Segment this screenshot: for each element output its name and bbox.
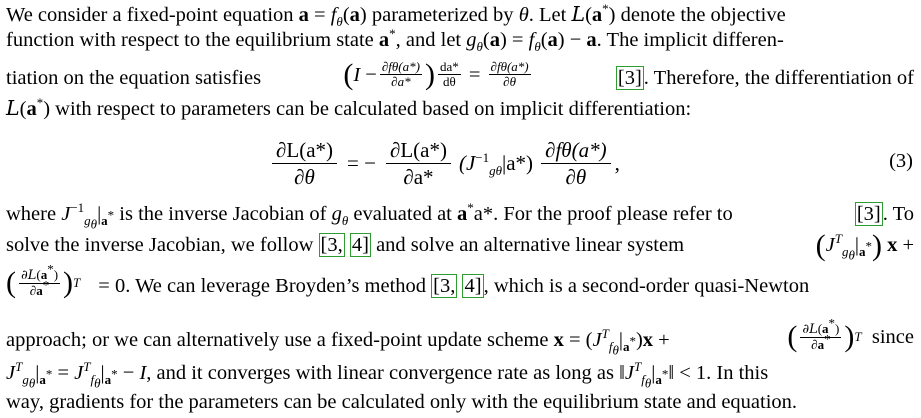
text-segment: approach; or we can alternatively use a fixed-point update scheme $x = (J^T_{f_\theta}|_{a^*})x$ + [6, 326, 670, 358]
text-line-5 [6, 200, 914, 232]
text-line-3 [6, 57, 914, 91]
inline-equation: ( I − $\frac{\partial f\theta(a*)}{\partial a*}$ ) $\frac{da*}{d\theta}$ = $\frac{\partial f\theta(a*)}{\partial\theta}$ [343, 57, 529, 91]
text-line-4 [6, 96, 914, 121]
text-segment: [3]. Therefore, the differentiation of [617, 66, 914, 89]
fraction: $\frac{\partial L(a*)}{\partial a*}$ [386, 137, 451, 190]
fraction: $\frac{\partial f\theta(a*)}{\partial\theta}$ [541, 137, 611, 190]
fraction: $\frac{\partial L(a^*)}{\partial a^*}$ [21, 261, 59, 298]
inverse-jacobian-term: $(J^{-1}_{g\theta}|a*)$ [458, 149, 534, 178]
text-segment: = 0. We can leverage Broyden’s method [3, 4], which is a second-order quasi-Newton [98, 275, 810, 297]
citation-link[interactable]: [3, [433, 275, 456, 297]
text-segment: $(J^T_{g_\theta}|_{a^*}) x$ + [815, 229, 914, 263]
text-line-9 [6, 359, 914, 391]
equation-body: $\frac{\partial L(a*)}{\partial\theta}$ = − $\frac{\partial L(a*)}{\partial a*}$ $(J^{-1}_{g\theta}|a*)$ $\frac{\partial f\theta(a*)}{\partial\theta}$ , [268, 134, 620, 192]
citation-link[interactable]: [3, [320, 234, 343, 256]
fraction: $\frac{\partial L(a*)}{\partial\theta}$ [272, 137, 337, 190]
text-segment: [3]. To [856, 203, 914, 225]
citation-link[interactable]: 4] [351, 234, 369, 256]
text-line-7 [6, 261, 914, 299]
fraction: $\frac{da*}{d\theta}$ [439, 59, 459, 89]
fraction: $\frac{\partial f\theta(a*)}{\partial\theta}$ [490, 59, 529, 89]
text-line-1 [6, 1, 914, 30]
fraction: $\frac{\partial f\theta(a*)}{\partial a*}$ [381, 59, 420, 89]
text-segment: function with respect to the equilibrium state a*, and let $g_\theta(a) = f_\theta(a) - a$. The implicit differen- [6, 26, 784, 55]
text-segment: where $J^{-1}_{g_\theta}|_{a^*}$ is the inverse Jacobian of $g_\theta$ evaluated at a*a*. For the proof please refer to [6, 200, 733, 232]
text-line-6 [6, 229, 914, 263]
text-segment: tiation on the equation satisfies [6, 66, 262, 89]
citation-link[interactable]: [3] [617, 66, 642, 89]
equation-number: (3) [889, 150, 913, 172]
display-equation [0, 134, 921, 192]
text-segment: $J^T_{g_\theta}|_{a^*} = J^T_{f_\theta}|_{a^*} - I$, and it converges with linear convergence rate as long as $‖J^T_{f_\theta}|_{a^*}‖ < 1$. In this [6, 359, 769, 391]
text-segment: way, gradients for the parameters can be calculated only with the equilibrium state and equation. [6, 391, 798, 413]
citation-link[interactable]: [3] [856, 203, 881, 225]
text-segment: We consider a fixed-point equation $a = f_\theta(a)$ parameterized by θ. Let L(a*) denote the objective [6, 1, 786, 30]
text-line-10 [6, 390, 914, 414]
fraction: $\frac{\partial L(a^*)}{\partial a^*}$ [802, 315, 840, 352]
text-segment: solve the inverse Jacobian, we follow [3, 4] and solve an alternative linear system [6, 234, 685, 256]
text-segment: ( $\frac{\partial L(a^*)}{\partial a^*}$ ) T since [787, 315, 914, 353]
text-line-8 [6, 315, 914, 358]
citation-link[interactable]: 4] [464, 275, 482, 297]
text-line-2 [6, 26, 914, 55]
text-segment: L(a*) with respect to parameters can be calculated based on implicit differentiation: [6, 95, 692, 120]
text-segment: ( $\frac{\partial L(a^*)}{\partial a^*}$ ) T [6, 261, 81, 299]
